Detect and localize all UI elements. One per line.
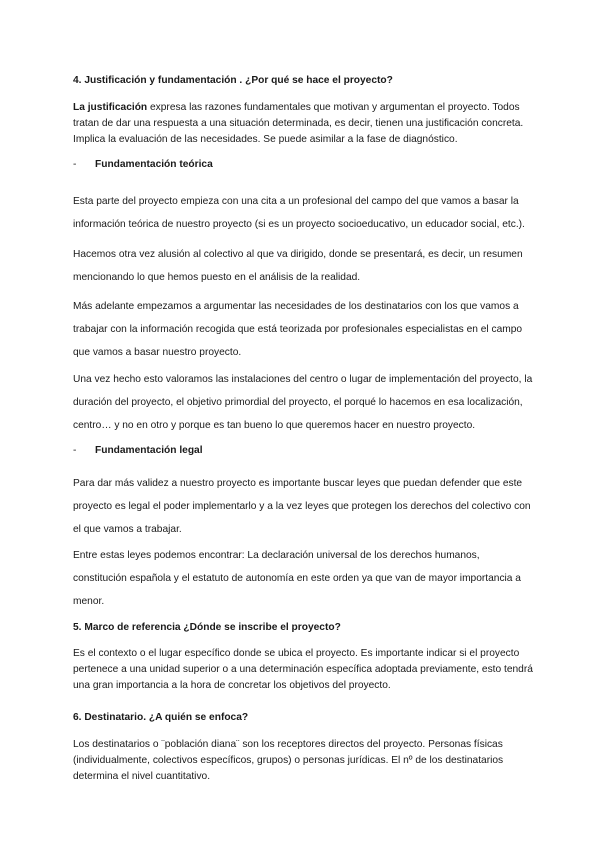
section-6-heading: 6. Destinatario. ¿A quién se enfoca?: [73, 712, 249, 723]
subheading-fundamentacion-teorica: [73, 159, 213, 170]
justificacion-text: expresa las razones fundamentales que motivan y argumentan el proyecto. Todos tratan de dar una respuesta a una situación determinada, es decir, tienen una justificación concreta. Implica la evaluación de las necesidades. Se puede asimilar a la fase de diagnóstico.: [73, 102, 524, 145]
legal-paragraph-1: Para dar más validez a nuestro proyecto es importante buscar leyes que puedan defender que este proyecto es legal el poder implementarlo y a la vez leyes que protegen los derechos del colectivo con el que vamos a trabajar.: [73, 478, 531, 535]
section-6-paragraph: Los destinatarios o ¨población diana¨ son los receptores directos del proyecto. Personas físicas (individualmente, colectivos específicos, grupos) o personas jurídicas. El nº de los destinatarios determina el nivel cuantitativo.: [73, 739, 504, 782]
section-5-heading: 5. Marco de referencia ¿Dónde se inscribe el proyecto?: [73, 622, 341, 633]
section-4-justificacion-paragraph: [73, 100, 533, 148]
teorica-paragraph-4: Una vez hecho esto valoramos las instalaciones del centro o lugar de implementación del proyecto, la duración del proyecto, el objetivo primordial del proyecto, el porqué lo hacemos en esa localización, centro… y no en otro y porque es tan bueno lo que queremos hacer en nuestro proyecto.: [73, 374, 533, 431]
bullet-dash: -: [73, 159, 77, 170]
bullet-dash: -: [73, 445, 77, 456]
teorica-paragraph-3: Más adelante empezamos a argumentar las necesidades de los destinatarios con los que vamos a trabajar con la información recogida que está teorizada por profesionales especialistas en el campo que vamos a basar nuestro proyecto.: [73, 301, 523, 358]
teorica-paragraph-1: Esta parte del proyecto empieza con una cita a un profesional del campo del que vamos a basar la información teórica de nuestro proyecto (si es un proyecto socioeducativo, un educador social, etc.).: [73, 196, 525, 230]
justificacion-lead: La justificación: [73, 102, 148, 113]
subheading-fundamentacion-legal: [73, 445, 203, 456]
legal-paragraph-2: Entre estas leyes podemos encontrar: La declaración universal de los derechos humanos, constitución española y el estatuto de autonomía en este orden ya que van de mayor importancia a menor.: [73, 550, 521, 607]
subheading-label: Fundamentación legal: [95, 445, 203, 456]
teorica-paragraph-2: Hacemos otra vez alusión al colectivo al que va dirigido, donde se presentará, es decir, un resumen mencionando lo que hemos puesto en el análisis de la realidad.: [73, 249, 523, 283]
section-4-heading: 4. Justificación y fundamentación . ¿Por qué se hace el proyecto?: [73, 75, 393, 86]
subheading-label: Fundamentación teórica: [95, 159, 213, 170]
section-5-paragraph: Es el contexto o el lugar específico donde se ubica el proyecto. Es importante indicar si el proyecto pertenece a una unidad superior o a una determinación específica adoptada previamente, esto tendrá una gran importancia a la hora de concretar los objetivos del proyecto.: [73, 648, 533, 691]
